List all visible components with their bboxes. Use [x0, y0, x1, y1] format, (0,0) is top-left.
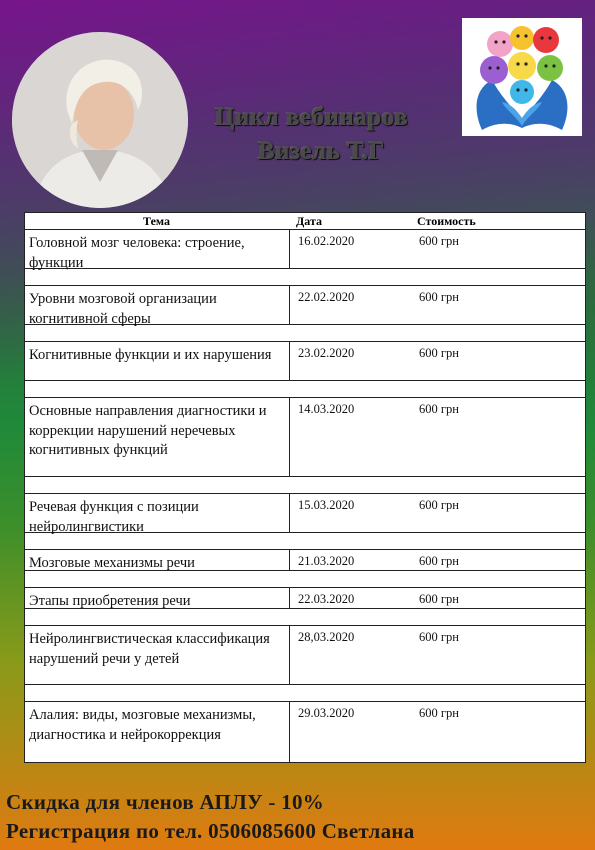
row-price: 600 грн — [419, 630, 459, 644]
row-spacer — [25, 571, 585, 588]
row-date: 22.03.2020 — [298, 592, 355, 606]
table-row — [25, 286, 585, 325]
registration-phone: Регистрация по тел. 0506085600 Светлана — [6, 819, 415, 843]
row-price: 600 грн — [419, 554, 459, 568]
row-topic: Мозговые механизмы речи — [25, 550, 290, 570]
title-line-2: Визель Т.Г — [258, 138, 386, 165]
row-spacer — [25, 685, 585, 702]
row-price: 600 грн — [419, 402, 459, 416]
table-row — [25, 550, 585, 571]
row-topic: Нейролингвистическая классификация нарушений речи у детей — [25, 626, 290, 684]
header-topic: Тема — [143, 213, 170, 228]
table-row — [25, 342, 585, 381]
row-price: 600 грн — [419, 290, 459, 304]
portrait-illustration — [12, 32, 188, 208]
table-row — [25, 702, 585, 762]
table-row — [25, 626, 585, 685]
title-line-1: Цикл вебинаров — [215, 104, 409, 131]
table-row — [25, 494, 585, 533]
speaker-portrait — [12, 32, 188, 208]
row-topic: Основные направления диагностики и коррекции нарушений неречевых когнитивных функций — [25, 398, 290, 476]
header-price: Стоимость — [417, 213, 476, 228]
row-topic: Головной мозг человека: строение, функции — [25, 230, 290, 268]
discount-note: Скидка для членов АПЛУ - 10% — [6, 790, 325, 814]
organization-logo — [462, 18, 582, 136]
row-topic: Уровни мозговой организации когнитивной сферы — [25, 286, 290, 324]
row-date: 16.02.2020 — [298, 234, 355, 248]
row-date: 22.02.2020 — [298, 290, 355, 304]
row-date: 21.03.2020 — [298, 554, 355, 568]
table-row — [25, 398, 585, 477]
row-price: 600 грн — [419, 234, 459, 248]
row-topic: Этапы приобретения речи — [25, 588, 290, 608]
row-spacer — [25, 609, 585, 626]
row-topic: Алалия: виды, мозговые механизмы, диагностика и нейрокоррекция — [25, 702, 290, 762]
row-spacer — [25, 381, 585, 398]
table-row — [25, 588, 585, 609]
row-date: 29.03.2020 — [298, 706, 355, 720]
row-date: 23.02.2020 — [298, 346, 355, 360]
row-topic: Речевая функция с позиции нейролингвистики — [25, 494, 290, 532]
row-date: 15.03.2020 — [298, 498, 355, 512]
row-date: 14.03.2020 — [298, 402, 355, 416]
webinar-schedule-table — [24, 212, 586, 763]
row-spacer — [25, 477, 585, 494]
row-price: 600 грн — [419, 592, 459, 606]
header-date: Дата — [296, 213, 322, 228]
row-price: 600 грн — [419, 346, 459, 360]
row-price: 600 грн — [419, 706, 459, 720]
row-date: 28,03.2020 — [298, 630, 355, 644]
table-header — [25, 213, 585, 230]
row-spacer — [25, 269, 585, 286]
speech-bubbles-hands-icon — [462, 18, 582, 136]
row-price: 600 грн — [419, 498, 459, 512]
row-topic: Когнитивные функции и их нарушения — [25, 342, 290, 380]
table-row — [25, 230, 585, 269]
